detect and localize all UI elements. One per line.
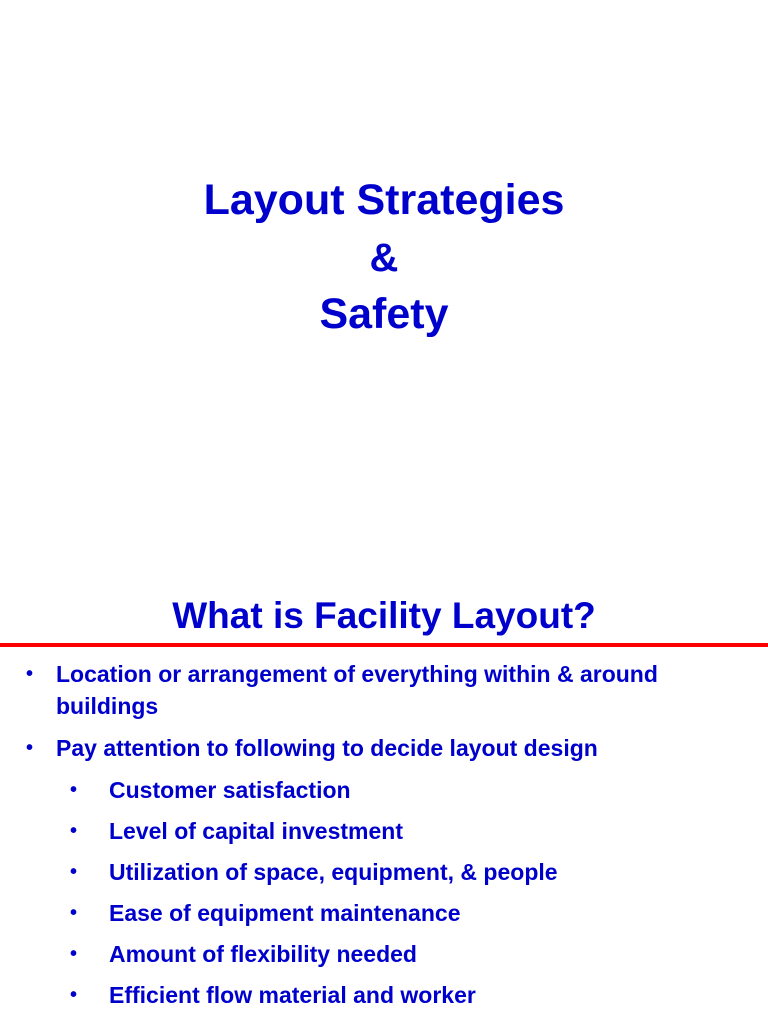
sub-list-item: [0, 856, 768, 888]
sub-list-item: [0, 815, 768, 847]
bullet-icon: •: [70, 861, 78, 883]
sub-list-item: [0, 897, 768, 929]
list-item-text: Pay attention to following to decide layout design: [56, 735, 598, 761]
bullet-icon: •: [26, 737, 34, 759]
sub-list-item-text: Level of capital investment: [109, 818, 403, 844]
bullet-icon: •: [70, 779, 78, 801]
section-title: What is Facility Layout?: [172, 595, 596, 636]
list-item-text: Location or arrangement of everything within & around: [56, 661, 658, 687]
list-item: [0, 658, 768, 722]
slide-title-line-3: Safety: [319, 290, 449, 338]
bullet-list: [0, 658, 768, 1020]
sub-list-item: [0, 979, 768, 1011]
sub-list-item-text: Amount of flexibility needed: [109, 941, 417, 967]
list-item-text-continuation: buildings: [56, 693, 159, 719]
sub-list-item: [0, 774, 768, 806]
bullet-icon: •: [70, 820, 78, 842]
sub-list-item-text: Customer satisfaction: [109, 777, 351, 803]
sub-list-item-text: Utilization of space, equipment, & people: [109, 859, 558, 885]
bullet-icon: •: [70, 902, 78, 924]
sub-list-item: [0, 938, 768, 970]
slide-title-line-1: Layout Strategies: [203, 176, 565, 224]
sub-list-item-text: Ease of equipment maintenance: [109, 900, 461, 926]
slide-title-ampersand: &: [369, 236, 399, 280]
bullet-icon: •: [70, 984, 78, 1006]
sub-list-item-text: Efficient flow material and worker: [109, 982, 476, 1008]
bullet-icon: •: [70, 943, 78, 965]
accent-rule: [0, 643, 768, 647]
bullet-icon: •: [26, 663, 34, 685]
list-item: [0, 732, 768, 764]
